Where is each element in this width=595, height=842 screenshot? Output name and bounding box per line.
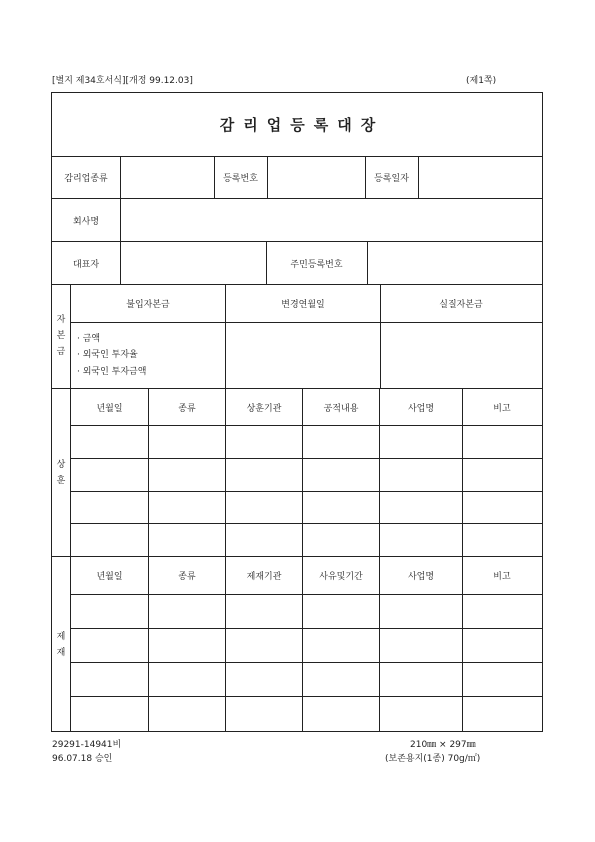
service-type-field[interactable] [121, 157, 214, 198]
registration-date-field[interactable] [419, 157, 541, 198]
document-title: 감리업등록대장 [219, 116, 385, 134]
row-divider [70, 523, 542, 524]
award-side-label: 상 훈 [56, 460, 66, 486]
representative-field[interactable] [121, 242, 266, 284]
company-name-label: 회사명 [72, 216, 100, 227]
form-reference: [별지 제34호서식][개정 99.12.03] [52, 76, 193, 86]
sanction-header-remarks: 비고 [493, 572, 511, 582]
award-header-remarks: 비고 [493, 403, 511, 414]
capital-item-foreign-ratio: · 외국인 투자율 [77, 350, 138, 360]
actual-capital-field[interactable] [381, 323, 541, 388]
row-divider [70, 696, 542, 697]
change-date-header: 변경연월일 [281, 300, 325, 310]
paper-size: 210㎜ × 297㎜ [410, 740, 476, 750]
registration-number-label: 등록번호 [223, 174, 258, 184]
registration-date-label: 등록일자 [374, 174, 409, 184]
sanction-side-label: 제 재 [56, 632, 66, 658]
service-type-label: 감리업종류 [64, 174, 108, 184]
paper-spec: (보존용지(1종) 70g/㎡) [385, 754, 481, 764]
sanction-header-project: 사업명 [407, 572, 435, 582]
award-header-type: 종류 [178, 403, 196, 414]
row-divider [70, 662, 542, 663]
row-divider [70, 458, 542, 459]
resident-number-field[interactable] [368, 242, 541, 284]
sanction-header-date: 년월일 [96, 572, 123, 582]
change-date-field[interactable] [226, 323, 380, 388]
paid-in-capital-header: 불입자본금 [126, 300, 170, 310]
capital-item-amount: · 금액 [77, 334, 101, 344]
approval-date: 96.07.18 승인 [52, 754, 113, 764]
row-divider [70, 594, 542, 595]
resident-number-label: 주민등록번호 [290, 259, 343, 270]
registration-number-field[interactable] [268, 157, 365, 198]
form-code: 29291-14941비 [52, 740, 122, 750]
award-header-merit: 공적내용 [323, 403, 359, 414]
sanction-header-reason: 사유및기간 [319, 572, 363, 582]
actual-capital-header: 실질자본금 [439, 300, 483, 310]
page-number: (제1쪽) [466, 76, 497, 86]
row-divider [70, 491, 542, 492]
award-header-project: 사업명 [407, 403, 435, 414]
sanction-header-type: 종류 [178, 572, 196, 582]
capital-item-foreign-amount: · 외국인 투자금액 [77, 367, 147, 377]
row-divider [70, 628, 542, 629]
row-divider [70, 425, 542, 426]
award-header-agency: 상훈기관 [246, 403, 282, 414]
capital-side-label: 자 본 금 [56, 315, 66, 357]
company-name-field[interactable] [121, 199, 541, 241]
award-header-date: 년월일 [96, 403, 123, 414]
sanction-header-agency: 제재기관 [246, 572, 282, 582]
representative-label: 대표자 [72, 259, 100, 270]
